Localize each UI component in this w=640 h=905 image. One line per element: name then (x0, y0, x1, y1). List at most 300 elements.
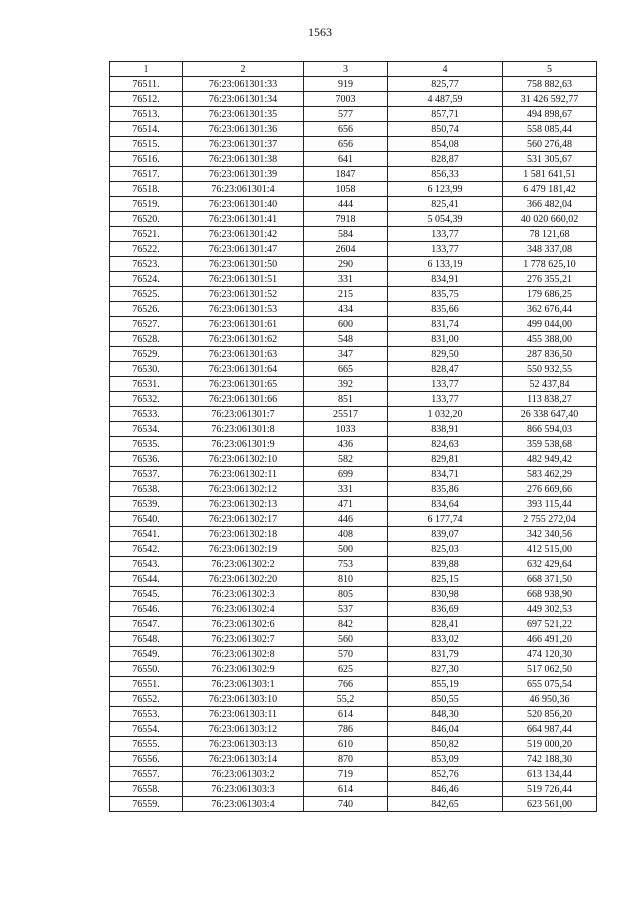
cadastral-number-cell: 76:23:061303:10 (183, 692, 304, 707)
area-cell: 810 (304, 572, 388, 587)
specific-value-cell: 825,15 (388, 572, 503, 587)
specific-value-cell: 836,69 (388, 602, 503, 617)
row-number-cell: 76526. (110, 302, 183, 317)
area-cell: 870 (304, 752, 388, 767)
cadastral-number-cell: 76:23:061301:34 (183, 92, 304, 107)
row-number-cell: 76555. (110, 737, 183, 752)
specific-value-cell: 835,86 (388, 482, 503, 497)
row-number-cell: 76532. (110, 392, 183, 407)
table-row (110, 602, 597, 617)
area-cell: 444 (304, 197, 388, 212)
cadastral-value-cell: 342 340,56 (503, 527, 597, 542)
table-row (110, 737, 597, 752)
area-cell: 500 (304, 542, 388, 557)
specific-value-cell: 831,74 (388, 317, 503, 332)
row-number-cell: 76522. (110, 242, 183, 257)
area-cell: 786 (304, 722, 388, 737)
cadastral-value-cell: 179 686,25 (503, 287, 597, 302)
area-cell: 537 (304, 602, 388, 617)
row-number-cell: 76517. (110, 167, 183, 182)
specific-value-cell: 850,82 (388, 737, 503, 752)
row-number-cell: 76545. (110, 587, 183, 602)
cadastral-number-cell: 76:23:061301:41 (183, 212, 304, 227)
specific-value-cell: 846,04 (388, 722, 503, 737)
row-number-cell: 76540. (110, 512, 183, 527)
cadastral-value-cell: 466 491,20 (503, 632, 597, 647)
specific-value-cell: 839,07 (388, 527, 503, 542)
cadastral-value-cell: 742 188,30 (503, 752, 597, 767)
table-row (110, 677, 597, 692)
table-row (110, 242, 597, 257)
table-row (110, 137, 597, 152)
cadastral-number-cell: 76:23:061303:11 (183, 707, 304, 722)
cadastral-value-cell: 1 581 641,51 (503, 167, 597, 182)
area-cell: 570 (304, 647, 388, 662)
area-cell: 656 (304, 137, 388, 152)
cadastral-number-cell: 76:23:061302:19 (183, 542, 304, 557)
row-number-cell: 76556. (110, 752, 183, 767)
cadastral-value-cell: 517 062,50 (503, 662, 597, 677)
specific-value-cell: 824,63 (388, 437, 503, 452)
specific-value-cell: 6 133,19 (388, 257, 503, 272)
table-row (110, 782, 597, 797)
area-cell: 582 (304, 452, 388, 467)
cadastral-value-cell: 531 305,67 (503, 152, 597, 167)
row-number-cell: 76524. (110, 272, 183, 287)
row-number-cell: 76552. (110, 692, 183, 707)
specific-value-cell: 6 123,99 (388, 182, 503, 197)
table-row (110, 452, 597, 467)
cadastral-value-cell: 287 836,50 (503, 347, 597, 362)
area-cell: 7003 (304, 92, 388, 107)
row-number-cell: 76516. (110, 152, 183, 167)
row-number-cell: 76518. (110, 182, 183, 197)
cadastral-value-cell: 474 120,30 (503, 647, 597, 662)
area-cell: 25517 (304, 407, 388, 422)
area-cell: 471 (304, 497, 388, 512)
table-body (110, 62, 597, 812)
table-row (110, 227, 597, 242)
cadastral-number-cell: 76:23:061301:47 (183, 242, 304, 257)
area-cell: 560 (304, 632, 388, 647)
area-cell: 331 (304, 272, 388, 287)
row-number-cell: 76531. (110, 377, 183, 392)
row-number-cell: 76543. (110, 557, 183, 572)
area-cell: 577 (304, 107, 388, 122)
cadastral-value-cell: 276 669,66 (503, 482, 597, 497)
table-row (110, 377, 597, 392)
area-cell: 851 (304, 392, 388, 407)
cadastral-value-cell: 558 085,44 (503, 122, 597, 137)
table-row (110, 572, 597, 587)
row-number-cell: 76529. (110, 347, 183, 362)
cadastral-number-cell: 76:23:061303:1 (183, 677, 304, 692)
cadastral-number-cell: 76:23:061301:8 (183, 422, 304, 437)
area-cell: 436 (304, 437, 388, 452)
row-number-cell: 76539. (110, 497, 183, 512)
cadastral-value-cell: 482 949,42 (503, 452, 597, 467)
table-row (110, 752, 597, 767)
specific-value-cell: 848,30 (388, 707, 503, 722)
area-cell: 1058 (304, 182, 388, 197)
cadastral-value-cell: 2 755 272,04 (503, 512, 597, 527)
specific-value-cell: 834,91 (388, 272, 503, 287)
table-row (110, 482, 597, 497)
table-row (110, 527, 597, 542)
specific-value-cell: 856,33 (388, 167, 503, 182)
table-row (110, 152, 597, 167)
table-row (110, 167, 597, 182)
cadastral-number-cell: 76:23:061302:13 (183, 497, 304, 512)
cadastral-value-cell: 499 044,00 (503, 317, 597, 332)
table-row (110, 332, 597, 347)
cadastral-value-cell: 519 726,44 (503, 782, 597, 797)
cadastral-number-cell: 76:23:061301:66 (183, 392, 304, 407)
row-number-cell: 76512. (110, 92, 183, 107)
row-number-cell: 76548. (110, 632, 183, 647)
row-number-cell: 76544. (110, 572, 183, 587)
row-number-cell: 76547. (110, 617, 183, 632)
area-cell: 805 (304, 587, 388, 602)
column-header-2: 2 (183, 62, 304, 77)
area-cell: 766 (304, 677, 388, 692)
cadastral-number-cell: 76:23:061301:38 (183, 152, 304, 167)
specific-value-cell: 133,77 (388, 392, 503, 407)
cadastral-number-cell: 76:23:061301:35 (183, 107, 304, 122)
specific-value-cell: 4 487,59 (388, 92, 503, 107)
table-row (110, 347, 597, 362)
specific-value-cell: 827,30 (388, 662, 503, 677)
area-cell: 919 (304, 77, 388, 92)
table-row (110, 77, 597, 92)
row-number-cell: 76511. (110, 77, 183, 92)
specific-value-cell: 850,55 (388, 692, 503, 707)
specific-value-cell: 834,64 (388, 497, 503, 512)
table-row (110, 662, 597, 677)
row-number-cell: 76534. (110, 422, 183, 437)
row-number-cell: 76550. (110, 662, 183, 677)
table-row (110, 797, 597, 812)
table-row (110, 647, 597, 662)
cadastral-value-cell: 866 594,03 (503, 422, 597, 437)
specific-value-cell: 855,19 (388, 677, 503, 692)
area-cell: 548 (304, 332, 388, 347)
area-cell: 584 (304, 227, 388, 242)
cadastral-number-cell: 76:23:061301:4 (183, 182, 304, 197)
area-cell: 7918 (304, 212, 388, 227)
area-cell: 610 (304, 737, 388, 752)
cadastral-value-cell: 668 371,50 (503, 572, 597, 587)
table-row (110, 557, 597, 572)
row-number-cell: 76530. (110, 362, 183, 377)
cadastral-value-cell: 52 437,84 (503, 377, 597, 392)
specific-value-cell: 850,74 (388, 122, 503, 137)
cadastral-number-cell: 76:23:061301:53 (183, 302, 304, 317)
cadastral-number-cell: 76:23:061301:40 (183, 197, 304, 212)
cadastral-number-cell: 76:23:061301:33 (183, 77, 304, 92)
table-row (110, 422, 597, 437)
cadastral-number-cell: 76:23:061301:7 (183, 407, 304, 422)
area-cell: 614 (304, 782, 388, 797)
table-row (110, 302, 597, 317)
row-number-cell: 76515. (110, 137, 183, 152)
table-row (110, 362, 597, 377)
row-number-cell: 76554. (110, 722, 183, 737)
cadastral-value-cell: 560 276,48 (503, 137, 597, 152)
table-row (110, 497, 597, 512)
specific-value-cell: 834,71 (388, 467, 503, 482)
cadastral-value-cell: 664 987,44 (503, 722, 597, 737)
row-number-cell: 76536. (110, 452, 183, 467)
table-row (110, 107, 597, 122)
specific-value-cell: 839,88 (388, 557, 503, 572)
cadastral-value-cell: 78 121,68 (503, 227, 597, 242)
row-number-cell: 76551. (110, 677, 183, 692)
cadastral-value-cell: 455 388,00 (503, 332, 597, 347)
cadastral-number-cell: 76:23:061302:2 (183, 557, 304, 572)
area-cell: 1847 (304, 167, 388, 182)
specific-value-cell: 842,65 (388, 797, 503, 812)
specific-value-cell: 133,77 (388, 242, 503, 257)
area-cell: 434 (304, 302, 388, 317)
cadastral-value-cell: 362 676,44 (503, 302, 597, 317)
cadastral-number-cell: 76:23:061302:6 (183, 617, 304, 632)
cadastral-value-cell: 655 075,54 (503, 677, 597, 692)
cadastral-value-cell: 583 462,29 (503, 467, 597, 482)
specific-value-cell: 854,08 (388, 137, 503, 152)
cadastral-number-cell: 76:23:061301:36 (183, 122, 304, 137)
table-row (110, 587, 597, 602)
table-row (110, 317, 597, 332)
cadastral-value-cell: 613 134,44 (503, 767, 597, 782)
specific-value-cell: 835,75 (388, 287, 503, 302)
area-cell: 290 (304, 257, 388, 272)
cadastral-number-cell: 76:23:061303:4 (183, 797, 304, 812)
cadastral-value-cell: 1 778 625,10 (503, 257, 597, 272)
area-cell: 641 (304, 152, 388, 167)
table-row (110, 272, 597, 287)
area-cell: 55,2 (304, 692, 388, 707)
specific-value-cell: 831,00 (388, 332, 503, 347)
area-cell: 656 (304, 122, 388, 137)
area-cell: 740 (304, 797, 388, 812)
row-number-cell: 76538. (110, 482, 183, 497)
cadastral-value-cell: 359 538,68 (503, 437, 597, 452)
row-number-cell: 76523. (110, 257, 183, 272)
table-row (110, 122, 597, 137)
row-number-cell: 76542. (110, 542, 183, 557)
table-row (110, 212, 597, 227)
row-number-cell: 76546. (110, 602, 183, 617)
row-number-cell: 76520. (110, 212, 183, 227)
row-number-cell: 76537. (110, 467, 183, 482)
cadastral-value-cell: 520 856,20 (503, 707, 597, 722)
specific-value-cell: 846,46 (388, 782, 503, 797)
specific-value-cell: 830,98 (388, 587, 503, 602)
table-row (110, 617, 597, 632)
specific-value-cell: 6 177,74 (388, 512, 503, 527)
cadastral-number-cell: 76:23:061301:65 (183, 377, 304, 392)
row-number-cell: 76513. (110, 107, 183, 122)
column-header-5: 5 (503, 62, 597, 77)
area-cell: 842 (304, 617, 388, 632)
row-number-cell: 76553. (110, 707, 183, 722)
cadastral-number-cell: 76:23:061302:17 (183, 512, 304, 527)
area-cell: 408 (304, 527, 388, 542)
cadastral-number-cell: 76:23:061303:2 (183, 767, 304, 782)
specific-value-cell: 1 032,20 (388, 407, 503, 422)
table-row (110, 182, 597, 197)
cadastral-value-cell: 519 000,20 (503, 737, 597, 752)
specific-value-cell: 853,09 (388, 752, 503, 767)
specific-value-cell: 829,50 (388, 347, 503, 362)
cadastral-number-cell: 76:23:061301:61 (183, 317, 304, 332)
table-row (110, 692, 597, 707)
cadastral-value-cell: 6 479 181,42 (503, 182, 597, 197)
specific-value-cell: 857,71 (388, 107, 503, 122)
cadastral-number-cell: 76:23:061302:3 (183, 587, 304, 602)
area-cell: 719 (304, 767, 388, 782)
cadastral-number-cell: 76:23:061301:51 (183, 272, 304, 287)
row-number-cell: 76521. (110, 227, 183, 242)
table-row (110, 437, 597, 452)
table-header-row (110, 62, 597, 77)
cadastral-value-cell: 40 020 660,02 (503, 212, 597, 227)
specific-value-cell: 828,41 (388, 617, 503, 632)
cadastral-value-cell: 348 337,08 (503, 242, 597, 257)
cadastral-number-cell: 76:23:061302:18 (183, 527, 304, 542)
cadastral-number-cell: 76:23:061301:50 (183, 257, 304, 272)
page-number: 1563 (308, 25, 332, 39)
cadastral-number-cell: 76:23:061302:7 (183, 632, 304, 647)
cadastral-number-cell: 76:23:061302:11 (183, 467, 304, 482)
column-header-3: 3 (304, 62, 388, 77)
table-row (110, 467, 597, 482)
cadastral-number-cell: 76:23:061301:52 (183, 287, 304, 302)
cadastral-number-cell: 76:23:061301:42 (183, 227, 304, 242)
cadastral-number-cell: 76:23:061302:20 (183, 572, 304, 587)
row-number-cell: 76557. (110, 767, 183, 782)
area-cell: 215 (304, 287, 388, 302)
specific-value-cell: 828,87 (388, 152, 503, 167)
cadastral-value-cell: 449 302,53 (503, 602, 597, 617)
area-cell: 600 (304, 317, 388, 332)
cadastral-number-cell: 76:23:061303:3 (183, 782, 304, 797)
cadastral-number-cell: 76:23:061301:39 (183, 167, 304, 182)
table-row (110, 392, 597, 407)
cadastral-number-cell: 76:23:061302:8 (183, 647, 304, 662)
cadastral-value-cell: 623 561,00 (503, 797, 597, 812)
specific-value-cell: 133,77 (388, 377, 503, 392)
cadastral-number-cell: 76:23:061303:13 (183, 737, 304, 752)
cadastral-number-cell: 76:23:061302:10 (183, 452, 304, 467)
cadastral-value-cell: 550 932,55 (503, 362, 597, 377)
specific-value-cell: 825,03 (388, 542, 503, 557)
cadastral-value-cell: 393 115,44 (503, 497, 597, 512)
cadastral-number-cell: 76:23:061301:62 (183, 332, 304, 347)
specific-value-cell: 838,91 (388, 422, 503, 437)
row-number-cell: 76549. (110, 647, 183, 662)
area-cell: 347 (304, 347, 388, 362)
cadastral-number-cell: 76:23:061301:9 (183, 437, 304, 452)
area-cell: 331 (304, 482, 388, 497)
cadastral-value-cell: 366 482,04 (503, 197, 597, 212)
table-row (110, 407, 597, 422)
cadastral-value-cell: 113 838,27 (503, 392, 597, 407)
area-cell: 1033 (304, 422, 388, 437)
row-number-cell: 76541. (110, 527, 183, 542)
area-cell: 614 (304, 707, 388, 722)
row-number-cell: 76535. (110, 437, 183, 452)
cadastral-number-cell: 76:23:061301:64 (183, 362, 304, 377)
row-number-cell: 76559. (110, 797, 183, 812)
area-cell: 625 (304, 662, 388, 677)
specific-value-cell: 825,77 (388, 77, 503, 92)
table-row (110, 92, 597, 107)
area-cell: 699 (304, 467, 388, 482)
cadastral-number-cell: 76:23:061303:14 (183, 752, 304, 767)
cadastral-number-cell: 76:23:061302:12 (183, 482, 304, 497)
cadastral-number-cell: 76:23:061302:4 (183, 602, 304, 617)
cadastral-value-table (109, 61, 597, 812)
table-row (110, 287, 597, 302)
row-number-cell: 76533. (110, 407, 183, 422)
row-number-cell: 76514. (110, 122, 183, 137)
table-row (110, 722, 597, 737)
specific-value-cell: 852,76 (388, 767, 503, 782)
area-cell: 392 (304, 377, 388, 392)
row-number-cell: 76558. (110, 782, 183, 797)
row-number-cell: 76527. (110, 317, 183, 332)
area-cell: 2604 (304, 242, 388, 257)
cadastral-number-cell: 76:23:061303:12 (183, 722, 304, 737)
table-row (110, 257, 597, 272)
area-cell: 446 (304, 512, 388, 527)
specific-value-cell: 828,47 (388, 362, 503, 377)
cadastral-value-cell: 632 429,64 (503, 557, 597, 572)
table-row (110, 767, 597, 782)
cadastral-value-cell: 412 515,00 (503, 542, 597, 557)
cadastral-value-cell: 276 355,21 (503, 272, 597, 287)
specific-value-cell: 829,81 (388, 452, 503, 467)
table-row (110, 512, 597, 527)
cadastral-value-cell: 46 950,36 (503, 692, 597, 707)
row-number-cell: 76525. (110, 287, 183, 302)
cadastral-number-cell: 76:23:061301:63 (183, 347, 304, 362)
specific-value-cell: 831,79 (388, 647, 503, 662)
cadastral-value-cell: 758 882,63 (503, 77, 597, 92)
cadastral-number-cell: 76:23:061302:9 (183, 662, 304, 677)
specific-value-cell: 5 054,39 (388, 212, 503, 227)
specific-value-cell: 133,77 (388, 227, 503, 242)
row-number-cell: 76519. (110, 197, 183, 212)
cadastral-value-cell: 697 521,22 (503, 617, 597, 632)
cadastral-value-cell: 494 898,67 (503, 107, 597, 122)
row-number-cell: 76528. (110, 332, 183, 347)
specific-value-cell: 833,02 (388, 632, 503, 647)
cadastral-value-cell: 26 338 647,40 (503, 407, 597, 422)
table-row (110, 197, 597, 212)
table-row (110, 632, 597, 647)
table-row (110, 707, 597, 722)
cadastral-value-cell: 31 426 592,77 (503, 92, 597, 107)
table-row (110, 542, 597, 557)
cadastral-number-cell: 76:23:061301:37 (183, 137, 304, 152)
area-cell: 753 (304, 557, 388, 572)
area-cell: 665 (304, 362, 388, 377)
column-header-4: 4 (388, 62, 503, 77)
cadastral-value-cell: 668 938,90 (503, 587, 597, 602)
